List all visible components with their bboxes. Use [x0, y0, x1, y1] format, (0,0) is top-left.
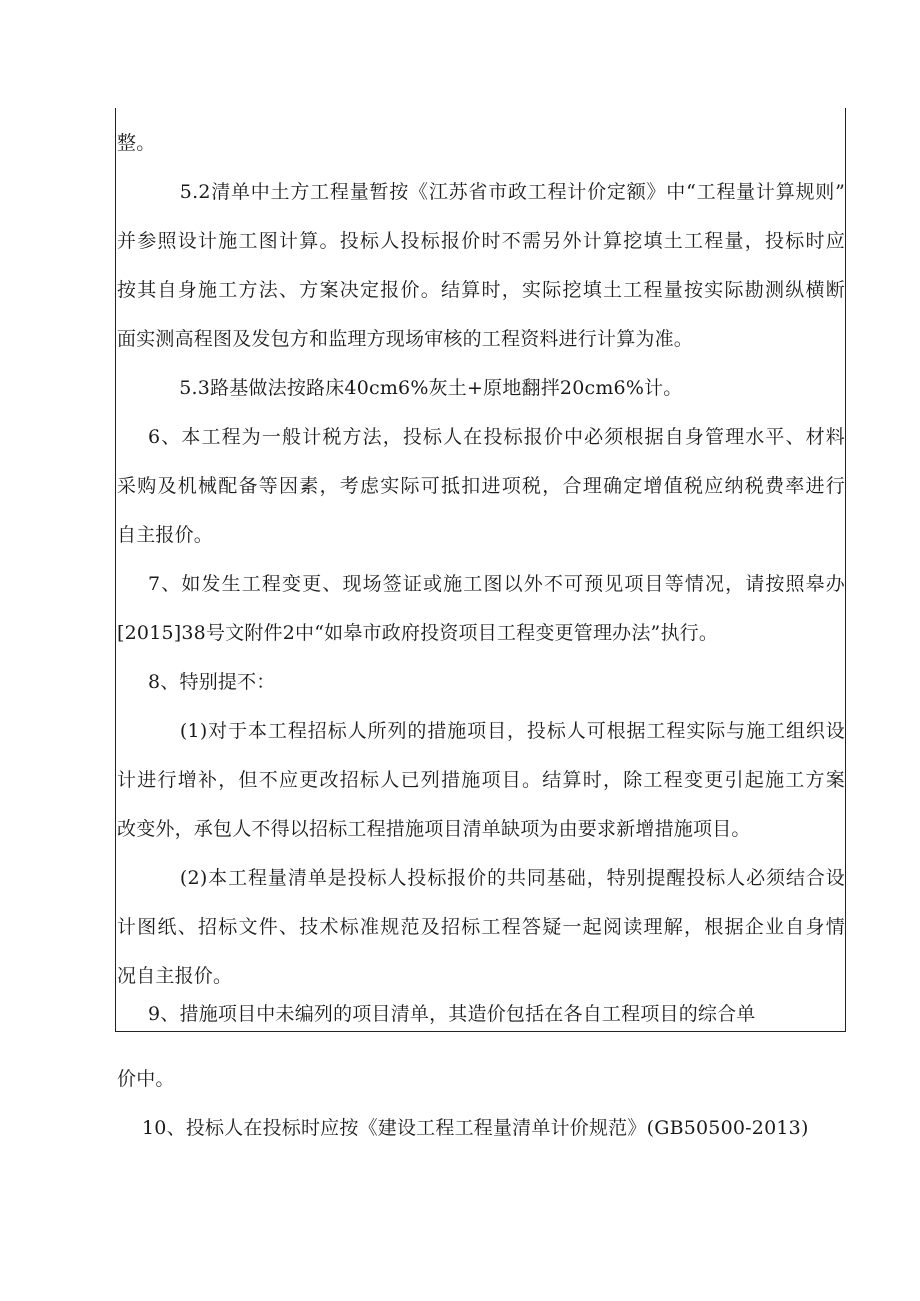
- paragraph-line: 计图纸、招标文件、技术标准规范及招标工程答疑一起阅读理解，根据企业自身情: [117, 916, 845, 938]
- paragraph-line: 自主报价。: [117, 524, 214, 546]
- paragraph-line: 按其自身施工方法、方案决定报价。结算时，实际挖填土工程量按实际勘测纵横断: [117, 279, 845, 301]
- paragraph-line: 面实测高程图及发包方和监理方现场审核的工程资料进行计算为准。: [117, 328, 694, 350]
- paragraph-line: 采购及机械配备等因素，考虑实际可抵扣进项税，合理确定增值税应纳税费率进行: [117, 475, 845, 497]
- paragraph-line: 5.3路基做法按路床40cm6%灰土+原地翻拌20cm6%计。: [160, 377, 683, 399]
- paragraph-line: 8、特别提不：: [148, 671, 276, 693]
- paragraph-line: 7、如发生工程变更、现场签证或施工图以外不可预见项目等情况，请按照皋办: [148, 573, 845, 595]
- paragraph-line: 计进行增补，但不应更改招标人已列措施项目。结算时，除工程变更引起施工方案: [117, 769, 845, 791]
- paragraph-line: (2)本工程量清单是投标人投标报价的共同基础，特别提醒投标人必须结合设: [160, 867, 845, 889]
- paragraph-line: 价中。: [117, 1068, 175, 1090]
- paragraph-line: [2015]38号文附件2中“如皋市政府投资项目工程变更管理办法”执行。: [117, 622, 719, 644]
- paragraph-line: 整。: [117, 132, 156, 154]
- paragraph-line: 9、措施项目中未编列的项目清单，其造价包括在各自工程项目的综合单: [148, 1003, 756, 1025]
- paragraph-line: 10、投标人在投标时应按《建设工程工程量清单计价规范》(GB50500-2013): [142, 1117, 809, 1139]
- paragraph-line: 5.2清单中土方工程量暂按《江苏省市政工程计价定额》中“工程量计算规则”: [160, 181, 845, 203]
- paragraph-line: 况自主报价。: [117, 965, 233, 987]
- paragraph-line: 6、本工程为一般计税方法，投标人在投标报价中必须根据自身管理水平、材料: [148, 426, 845, 448]
- paragraph-line: 并参照设计施工图计算。投标人投标报价时不需另外计算挖填土工程量，投标时应: [117, 230, 845, 252]
- paragraph-line: (1)对于本工程招标人所列的措施项目，投标人可根据工程实际与施工组织设: [160, 720, 845, 742]
- paragraph-line: 改变外，承包人不得以招标工程措施项目清单缺项为由要求新增措施项目。: [117, 818, 751, 840]
